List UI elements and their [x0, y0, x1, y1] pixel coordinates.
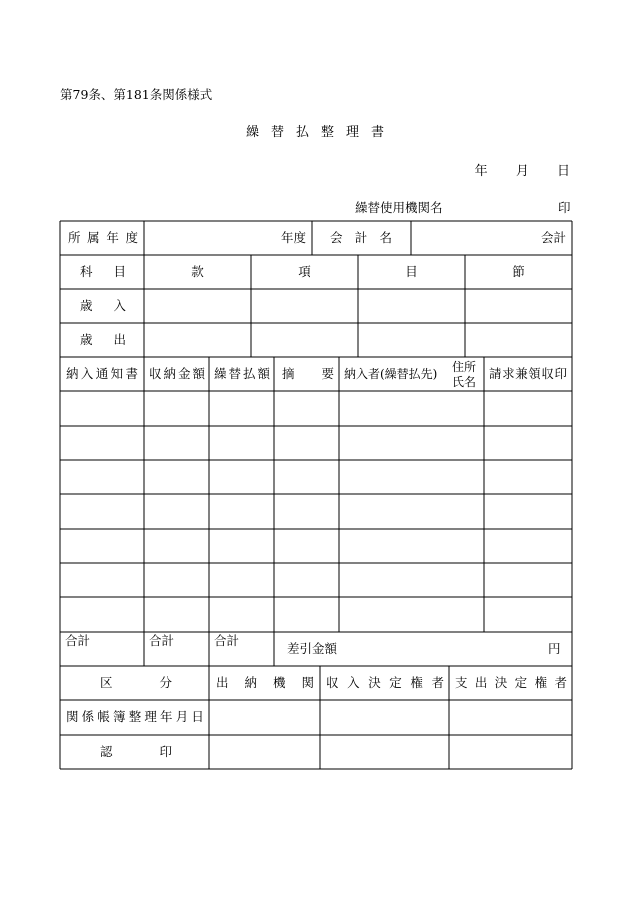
account-name-label: 会 計 名 — [330, 230, 392, 245]
payer-header: 納入者(繰替払先) — [344, 367, 438, 381]
total-notice: 合計 — [65, 633, 91, 648]
kou-header: 項 — [298, 264, 311, 279]
moku-header: 目 — [405, 264, 418, 279]
form-reference: 第79条、第181条関係様式 — [60, 87, 213, 102]
ledger-date-label: 関 係 帳 簿 整 理 年 月 日 — [66, 709, 204, 724]
approval-seal-label: 認 印 — [100, 744, 172, 759]
subject-label: 科 目 — [80, 264, 126, 279]
document-title: 繰替払整理書 — [245, 125, 396, 140]
kan-header: 款 — [191, 264, 204, 279]
date-year: 年 — [474, 164, 488, 179]
fiscal-year-suffix: 年度 — [280, 230, 306, 245]
revenue-authority-header: 収 入 決 定 権 者 — [326, 675, 444, 690]
agency-name-label: 繰替使用機関名 — [355, 200, 443, 215]
revenue-label: 歳 入 — [80, 298, 126, 313]
division-label: 区 分 — [100, 675, 172, 690]
date-month: 月 — [515, 164, 529, 179]
advance-payment-header: 繰 替 払 額 — [214, 366, 270, 381]
name-label: 氏名 — [451, 375, 476, 389]
collected-amount-header: 収 納 金 額 — [149, 366, 205, 381]
treasurer-header: 出 納 機 関 — [216, 675, 314, 690]
fiscal-year-label: 所 属 年 度 — [68, 230, 138, 245]
address-label: 住所 — [451, 360, 476, 374]
summary-header: 摘 要 — [282, 366, 334, 381]
total-advance: 合計 — [214, 633, 240, 648]
yen-unit: 円 — [548, 641, 561, 656]
balance-label: 差引金額 — [287, 641, 338, 656]
notice-header: 納 入 通 知 書 — [66, 366, 138, 381]
seal-mark: 印 — [558, 200, 571, 215]
expense-authority-header: 支 出 決 定 権 者 — [455, 675, 567, 690]
expenditure-label: 歳 出 — [80, 332, 126, 347]
setsu-header: 節 — [512, 264, 525, 279]
receipt-seal-header: 請 求 兼 領 収 印 — [489, 366, 567, 381]
address-name-header — [446, 360, 476, 390]
date-day: 日 — [556, 164, 570, 179]
total-collected: 合計 — [149, 633, 175, 648]
account-suffix: 会計 — [540, 230, 566, 245]
